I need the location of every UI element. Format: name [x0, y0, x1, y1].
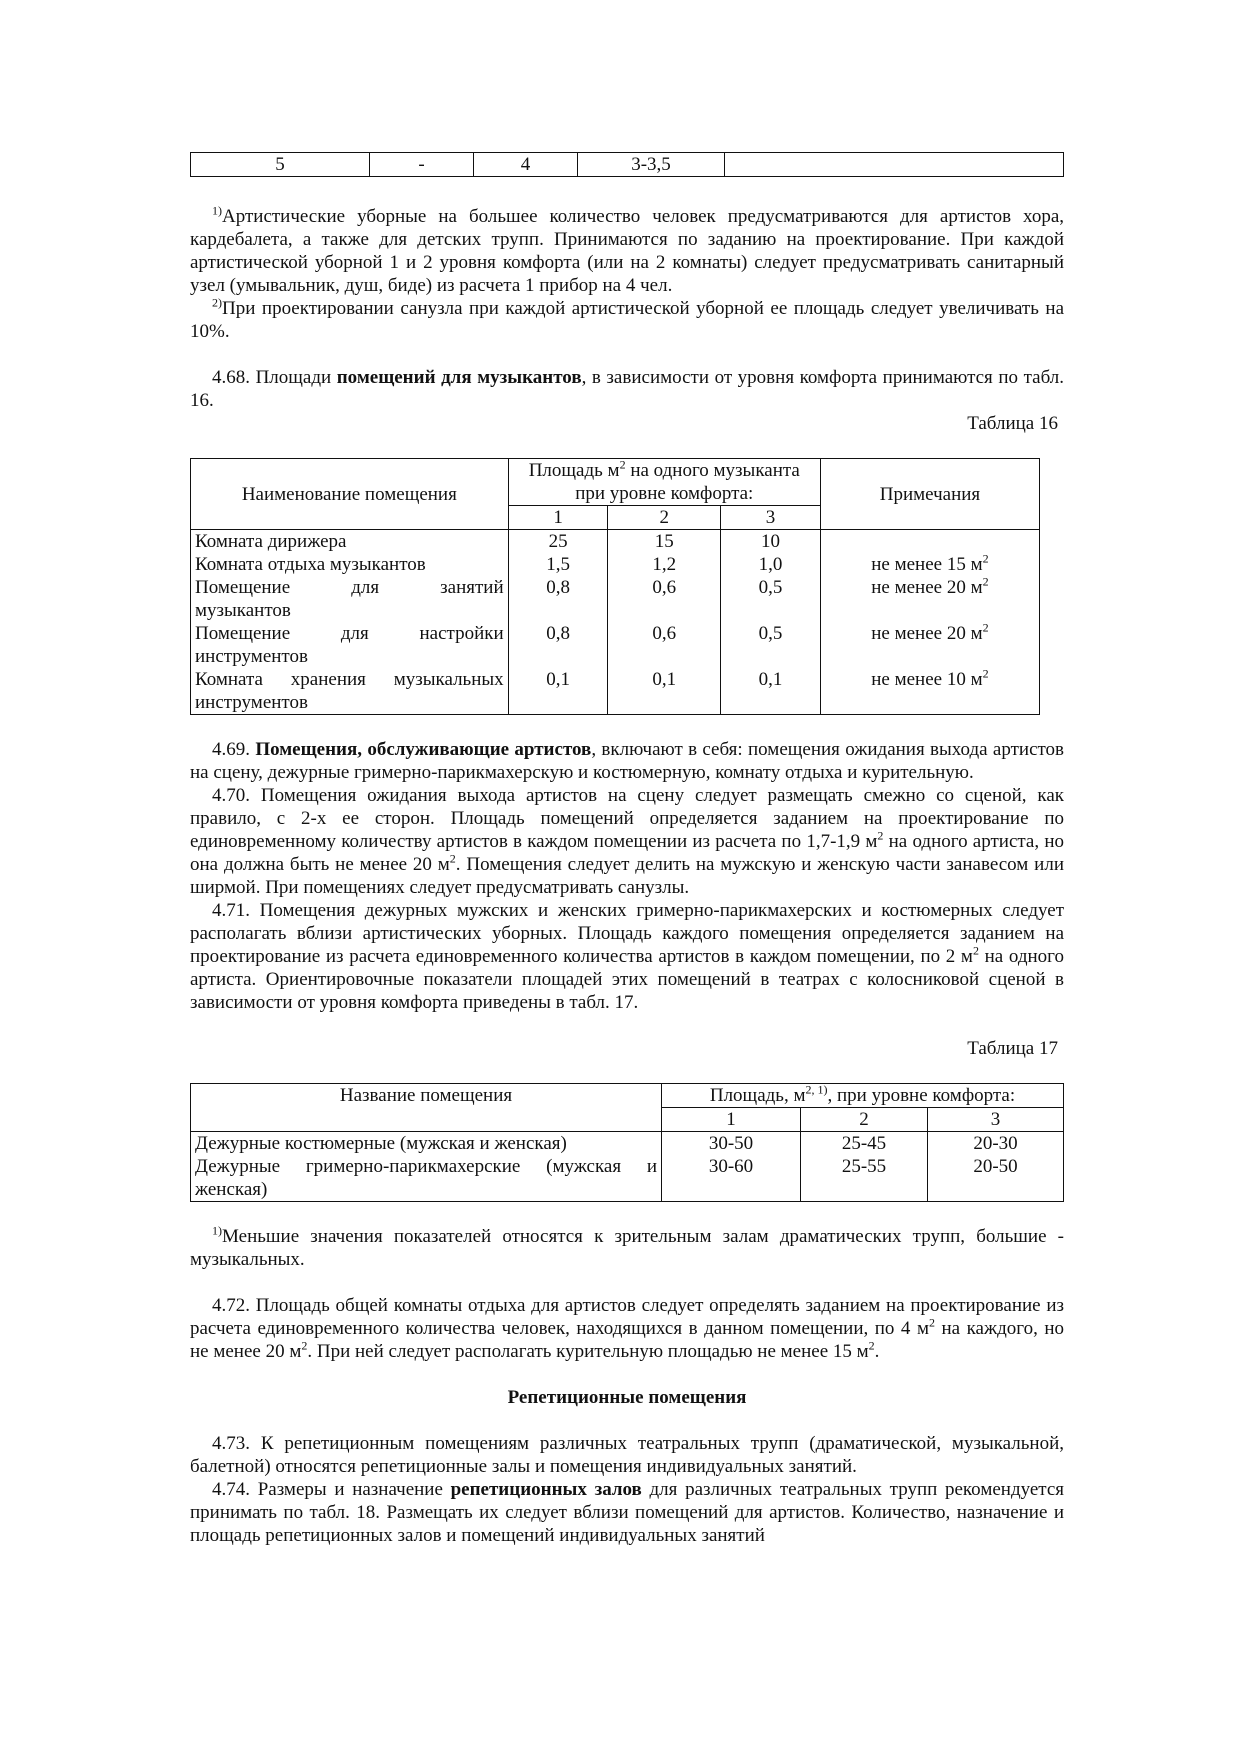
- row-value: 20-30: [928, 1132, 1064, 1156]
- text-run: на одного артиста, но она должна быть не менее 20 м: [190, 831, 1065, 875]
- text-run: Площадь, м: [709, 1085, 806, 1106]
- table-row: [191, 1155, 1064, 1202]
- paragraph-4-68: [190, 366, 1064, 412]
- superscript: 2: [928, 1315, 935, 1330]
- row-value: 1,5: [508, 553, 608, 576]
- paragraph-4-70: [190, 784, 1064, 899]
- superscript: 2: [982, 551, 989, 566]
- text-run: не менее 10 м: [871, 669, 983, 690]
- row-value: 30-50: [662, 1132, 801, 1156]
- text-run: , включают в себя: помещения ожидания выхода артистов на сцену, дежурные гримерно-парикмахерскую и костюмерную, комнату отдыха и курительную.: [190, 739, 1065, 783]
- footnote-text: При проектировании санузла при каждой артистической уборной ее площадь следует увеличивать на 10%.: [190, 298, 1064, 342]
- row-value: 25: [508, 530, 608, 554]
- footnote-1: [190, 205, 1064, 297]
- row-value: 0,6: [608, 622, 721, 668]
- table-cell: -: [370, 153, 474, 177]
- row-name: Комната дирижера: [191, 530, 509, 554]
- text-run: на одного музыканта при уровне комфорта:: [575, 460, 800, 504]
- text-run: на каждого, но не менее 20 м: [190, 1318, 1064, 1362]
- bold-term: Помещения, обслуживающие артистов: [255, 739, 592, 760]
- footnote-2: [190, 297, 1064, 343]
- text-run: музыкантов: [195, 600, 291, 621]
- header-name: Наименование помещения: [191, 459, 509, 530]
- paragraph-4-69: [190, 738, 1064, 784]
- text-run: инструментов: [195, 692, 308, 713]
- row-note: [820, 668, 1039, 715]
- text-run: Помещение для занятий: [195, 577, 504, 598]
- table-17-caption: Таблица 17: [967, 1038, 1058, 1059]
- text-run: 4.69.: [212, 739, 256, 760]
- paragraph-4-71: [190, 899, 1064, 1014]
- row-value: 1,0: [721, 553, 821, 576]
- bold-term: репетиционных залов: [450, 1479, 642, 1500]
- superscript: 2, 1): [805, 1082, 828, 1097]
- row-note: [820, 576, 1039, 622]
- row-name: Комната отдыха музыкантов: [191, 553, 509, 576]
- text-run: Площадь м: [528, 460, 620, 481]
- row-note: [820, 553, 1039, 576]
- top-table: [190, 152, 1064, 177]
- text-run: Комната хранения музыкальных: [195, 669, 504, 690]
- superscript: 2: [868, 1338, 875, 1353]
- table-row: [191, 153, 1064, 177]
- row-name: Дежурные костюмерные (мужская и женская): [191, 1132, 662, 1156]
- row-value: 0,1: [608, 668, 721, 715]
- superscript: 2: [877, 828, 884, 843]
- paragraph-4-74: [190, 1478, 1064, 1547]
- text-run: Дежурные гримерно-парикмахерские (мужская и: [195, 1156, 657, 1177]
- text-run: инструментов: [195, 646, 308, 667]
- header-level: 2: [608, 506, 721, 530]
- row-name: [191, 622, 509, 668]
- table-row: [191, 530, 1040, 554]
- text-run: 4.68. Площади: [212, 367, 337, 388]
- text-run: для различных театральных трупп рекомендуется принимать по табл. 18. Размещать их следует вблизи помещений для артистов. Количество, назначение и площадь репетиционных залов и помещений индивидуальных занятий: [190, 1479, 1064, 1546]
- superscript: 2: [982, 666, 989, 681]
- paragraph-4-72: [190, 1294, 1064, 1363]
- superscript: 2: [449, 851, 456, 866]
- section-heading: Репетиционные помещения: [507, 1387, 747, 1408]
- page-content: [190, 152, 1064, 1547]
- header-level: 1: [508, 506, 608, 530]
- row-value: 0,5: [721, 622, 821, 668]
- table-row: [191, 553, 1040, 576]
- header-level: 1: [662, 1108, 801, 1132]
- table-header-row: [191, 1084, 1064, 1108]
- header-level: 2: [801, 1108, 928, 1132]
- header-area: [508, 459, 820, 506]
- row-value: 15: [608, 530, 721, 554]
- row-value: 0,6: [608, 576, 721, 622]
- row-value: 25-55: [801, 1155, 928, 1202]
- row-note: [820, 622, 1039, 668]
- superscript: 2: [982, 574, 989, 589]
- superscript: 2: [619, 457, 626, 472]
- text-run: не менее 20 м: [871, 623, 983, 644]
- text-run: . При ней следует располагать курительную площадью не менее 15 м: [307, 1341, 869, 1362]
- text-run: 4.72. Площадь общей комнаты отдыха для артистов следует определять заданием на проектирование из расчета единовременного количества человек, находящихся в данном помещении, по 4 м: [190, 1295, 1064, 1339]
- text-run: . Помещения следует делить на мужскую и женскую части занавесом или ширмой. При помещениях следует предусматривать санузлы.: [190, 854, 1064, 898]
- superscript: 2: [982, 620, 989, 635]
- row-value: 25-45: [801, 1132, 928, 1156]
- table-cell: 4: [474, 153, 578, 177]
- footnote-table-17: [190, 1225, 1064, 1271]
- text-run: не менее 20 м: [871, 577, 983, 598]
- table-16: [190, 458, 1040, 715]
- table-header-row: [191, 459, 1040, 506]
- text-run: 4.70. Помещения ожидания выхода артистов на сцену следует размещать смежно со сценой, как правило, с 2-х ее сторон. Площадь помещений определяется заданием на проектирование по единовременному количеству артистов в каждом помещении из расчета по 1,7-1,9 м: [190, 785, 1064, 852]
- text-run: Помещение для настройки: [195, 623, 504, 644]
- table-row: [191, 668, 1040, 715]
- table-cell: 5: [191, 153, 370, 177]
- row-note: [820, 530, 1039, 554]
- superscript: 2: [301, 1338, 308, 1353]
- table-row: [191, 576, 1040, 622]
- footnote-marker: 1): [212, 1223, 222, 1238]
- row-value: 10: [721, 530, 821, 554]
- header-area: [662, 1084, 1064, 1108]
- row-value: 0,8: [508, 576, 608, 622]
- bold-term: помещений для музыкантов: [336, 367, 582, 388]
- footnote-marker: 1): [212, 203, 222, 218]
- table-row: [191, 622, 1040, 668]
- paragraph-4-73: 4.73. К репетиционным помещениям различных театральных трупп (драматической, музыкальной, балетной) относятся репетиционные залы и помещения индивидуальных занятий.: [190, 1433, 1064, 1477]
- text-run: на одного артиста. Ориентировочные показатели площадей этих помещений в театрах с колосниковой сценой в зависимости от уровня комфорта приведены в табл. 17.: [190, 946, 1064, 1013]
- footnote-text: Меньшие значения показателей относятся к зрительным залам драматических трупп, большие - музыкальных.: [190, 1226, 1064, 1270]
- row-value: 1,2: [608, 553, 721, 576]
- text-run: 4.71. Помещения дежурных мужских и женских гримерно-парикмахерских и костюмерных следует располагать вблизи артистических уборных. Площадь каждого помещения определяется заданием на проектирование из расчета единовременного количества артистов в каждом помещении, по 2 м: [190, 900, 1064, 967]
- superscript: 2: [972, 943, 979, 958]
- header-level: 3: [721, 506, 821, 530]
- text-run: .: [874, 1341, 880, 1362]
- table-cell: 3-3,5: [578, 153, 725, 177]
- header-notes: Примечания: [820, 459, 1039, 530]
- header-name: Название помещения: [191, 1084, 662, 1132]
- row-value: 0,5: [721, 576, 821, 622]
- row-value: 20-50: [928, 1155, 1064, 1202]
- row-name: [191, 576, 509, 622]
- table-row: [191, 1132, 1064, 1156]
- row-value: 0,8: [508, 622, 608, 668]
- row-name: [191, 668, 509, 715]
- text-run: , при уровне комфорта:: [827, 1085, 1016, 1106]
- text-run: не менее 15 м: [871, 554, 983, 575]
- row-value: 0,1: [508, 668, 608, 715]
- table-cell: [725, 153, 1064, 177]
- table-16-caption: Таблица 16: [967, 413, 1058, 434]
- text-run: 4.74. Размеры и назначение: [212, 1479, 451, 1500]
- text-run: , в зависимости от уровня комфорта принимаются по табл. 16.: [190, 367, 1064, 411]
- row-value: 30-60: [662, 1155, 801, 1202]
- footnote-marker: 2): [212, 295, 222, 310]
- text-run: женская): [195, 1179, 268, 1200]
- row-value: 0,1: [721, 668, 821, 715]
- header-level: 3: [928, 1108, 1064, 1132]
- footnote-text: Артистические уборные на большее количество человек предусматриваются для артистов хора, кардебалета, а также для детских трупп. Принимаются по заданию на проектирование. При каждой артистической уборной 1 и 2 уровня комфорта (или на 2 комнаты) следует предусматривать санитарный узел (умывальник, душ, биде) из расчета 1 прибор на 4 чел.: [190, 206, 1064, 296]
- row-name: [191, 1155, 662, 1202]
- table-17: [190, 1083, 1064, 1202]
